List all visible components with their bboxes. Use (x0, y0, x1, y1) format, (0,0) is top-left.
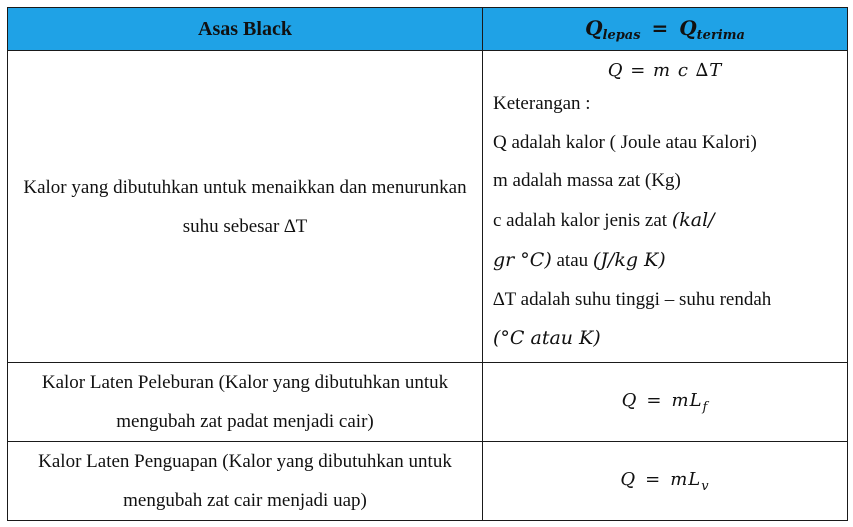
header-equals: = (651, 15, 669, 40)
detail-dt-units: (°C atau K) (493, 327, 601, 350)
row1-formula-cell (483, 51, 848, 363)
header-asas-black: Asas Black (8, 8, 483, 51)
details-title: Keterangan : (493, 93, 591, 115)
row2-formula-lhs: Q (621, 389, 638, 411)
header-equation (483, 8, 848, 51)
detail-q: Q adalah kalor ( Joule atau Kalori) (493, 131, 757, 153)
row3-description: Kalor Laten Penguapan (Kalor yang dibutuhkan untuk mengubah zat cair menjadi uap) (38, 451, 452, 511)
table-header-row (8, 8, 848, 51)
detail-c (493, 201, 835, 241)
table-row (8, 363, 848, 442)
row2-description-cell (8, 363, 483, 442)
detail-c-cont (493, 241, 835, 281)
detail-c-or: atau (556, 249, 589, 271)
row2-description: Kalor Laten Peleburan (Kalor yang dibutuhkan untuk mengubah zat padat menjadi cair) (41, 372, 449, 432)
row3-formula (620, 468, 710, 494)
row3-formula-eq: = (645, 468, 662, 490)
detail-m: m adalah massa zat (Kg) (493, 170, 681, 192)
header-q-left: Q (585, 15, 603, 40)
detail-dt: ∆T adalah suhu tinggi – suhu rendah (493, 288, 772, 310)
table-row (8, 442, 848, 521)
row2-formula (621, 389, 709, 415)
row2-formula-rhs: mL (671, 389, 703, 411)
row2-formula-eq: = (646, 389, 663, 411)
row3-formula-lhs: Q (620, 468, 637, 490)
detail-c-text: c adalah kalor jenis zat (493, 210, 668, 232)
row3-formula-cell (483, 442, 848, 521)
header-q-right: Q (679, 15, 697, 40)
row3-description-cell (8, 442, 483, 521)
row2-formula-cell (483, 363, 848, 442)
row1-description: Kalor yang dibutuhkan untuk menaikkan dan menurunkan suhu sebesar ∆T (23, 176, 467, 237)
detail-c-unit-gr: gr °C) (493, 248, 552, 271)
detail-c-unit-j: (J/kg K) (592, 248, 666, 271)
row3-formula-rhs: mL (670, 468, 702, 490)
table-row (8, 51, 848, 363)
row3-formula-sub: v (701, 478, 710, 494)
asas-black-table (7, 7, 848, 521)
detail-c-unit-kal: (kal/ (671, 209, 715, 232)
header-sub-terima: terima (696, 27, 745, 43)
header-sub-lepas: lepas (602, 27, 641, 43)
row2-formula-sub: f (702, 399, 709, 415)
row1-formula: Q = m c ∆T (607, 60, 723, 82)
row1-description-cell (8, 51, 483, 363)
